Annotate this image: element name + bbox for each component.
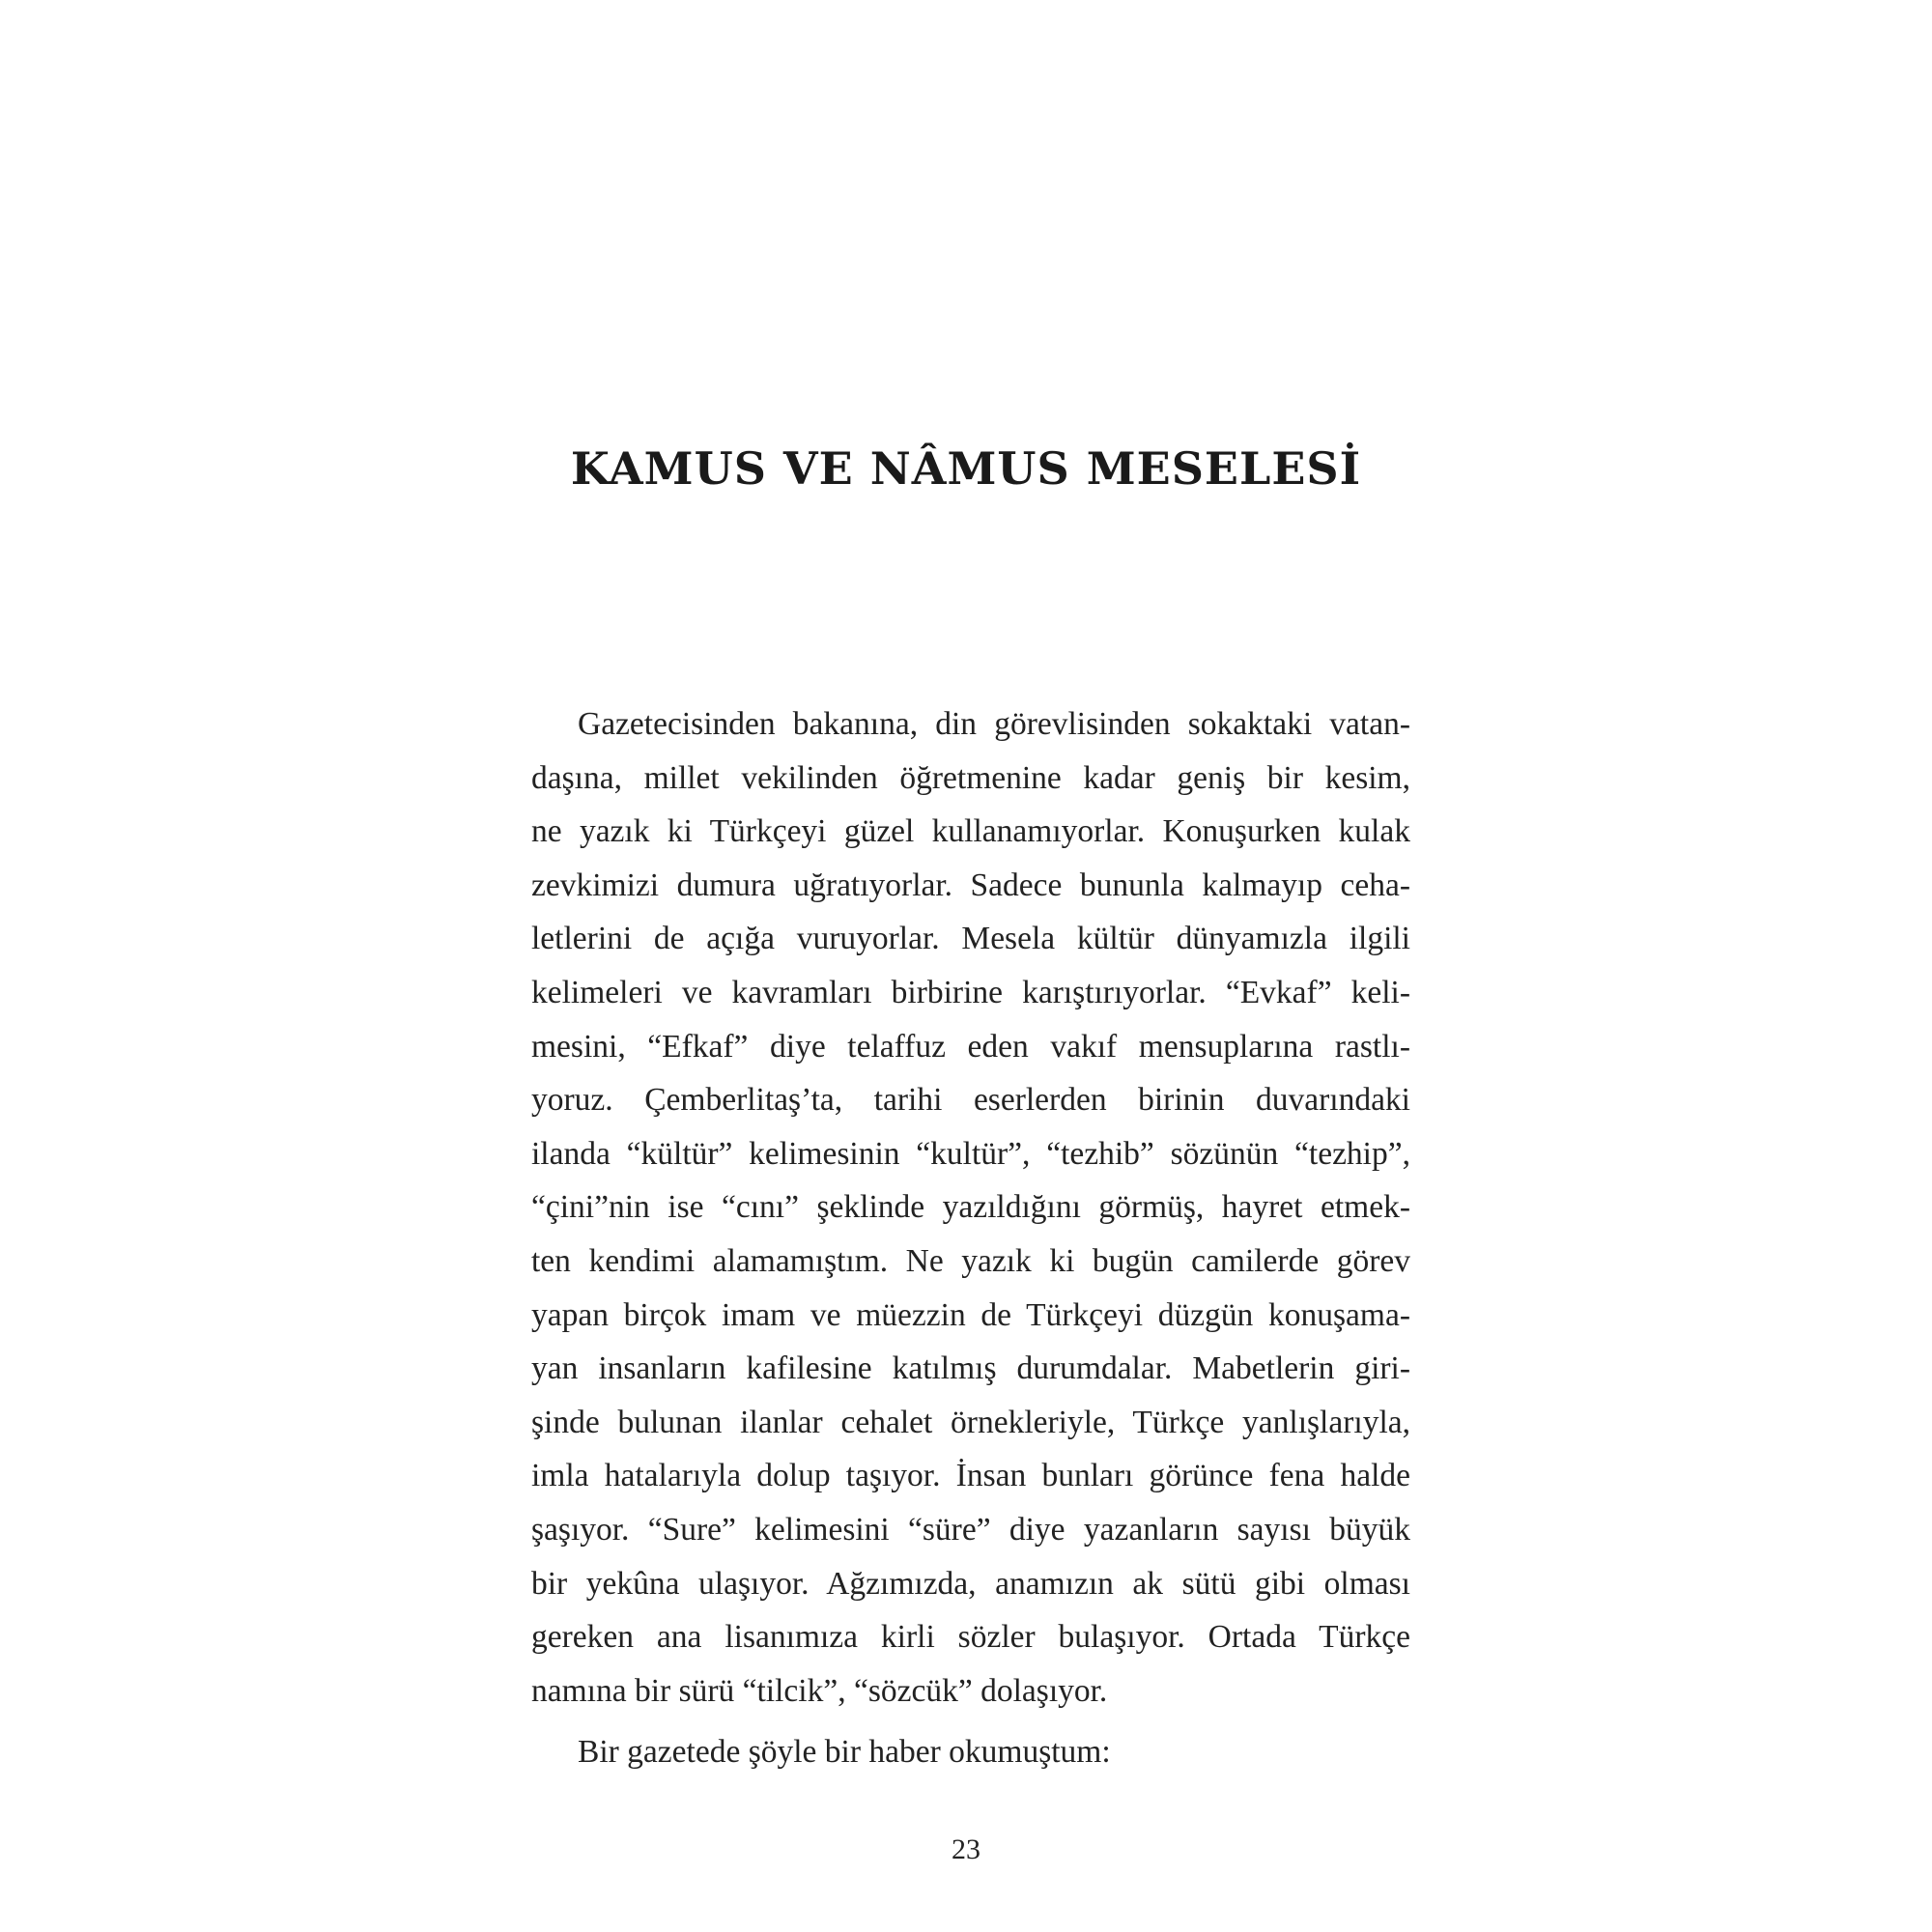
text-line: namına bir sürü “tilcik”, “sözcük” dolaşıyor. [531,1672,1108,1709]
text-line: Gazetecisinden bakanına, din görevlisinden sokaktaki vatan- [578,706,1410,742]
text-line: şinde bulunan ilanlar cehalet örnekleriyle, Türkçe yanlışlarıyla, [531,1404,1410,1440]
text-line: bir yekûna ulaşıyor. Ağzımızda, anamızın ak sütü gibi olması [531,1565,1410,1602]
text-line: zevkimizi dumura uğratıyorlar. Sadece bununla kalmayıp ceha- [531,867,1410,903]
text-line: daşına, millet vekilinden öğretmenine kadar geniş bir kesim, [531,759,1410,796]
text-line: mesini, “Efkaf” diye telaffuz eden vakıf mensuplarına rastlı- [531,1028,1410,1065]
chapter-title: KAMUS VE NÂMUS MESELESİ [570,442,1362,495]
text-line: ilanda “kültür” kelimesinin “kultür”, “tezhib” sözünün “tezhip”, [531,1135,1410,1172]
text-line: kelimeleri ve kavramları birbirine karıştırıyorlar. “Evkaf” keli- [531,974,1410,1010]
text-line: letlerini de açığa vuruyorlar. Mesela kültür dünyamızla ilgili [531,921,1410,957]
text-line: yapan birçok imam ve müezzin de Türkçeyi düzgün konuşama- [531,1296,1410,1333]
text-line: yan insanların kafilesine katılmış durumdalar. Mabetlerin giri- [531,1350,1410,1387]
body-text [531,697,1410,1779]
paragraph-2 [531,1725,1410,1779]
text-line: Bir gazetede şöyle bir haber okumuştum: [578,1734,1111,1771]
text-line: ne yazık ki Türkçeyi güzel kullanamıyorlar. Konuşurken kulak [531,813,1410,850]
text-line: ten kendimi alamamıştım. Ne yazık ki bugün camilerde görev [531,1242,1410,1279]
text-line: imla hatalarıyla dolup taşıyor. İnsan bunları görünce fena halde [531,1458,1410,1494]
paragraph-spacer [531,1718,1410,1725]
text-line: şaşıyor. “Sure” kelimesini “süre” diye yazanların sayısı büyük [531,1511,1410,1548]
text-line: yoruz. Çemberlitaş’ta, tarihi eserlerden birinin duvarındaki [531,1082,1410,1119]
paragraph-1 [531,697,1410,1718]
text-line: “çini”nin ise “cını” şeklinde yazıldığını görmüş, hayret etmek- [531,1189,1410,1226]
page-number: 23 [952,1833,980,1865]
text-line: gereken ana lisanımıza kirli sözler bulaşıyor. Ortada Türkçe [531,1619,1410,1656]
